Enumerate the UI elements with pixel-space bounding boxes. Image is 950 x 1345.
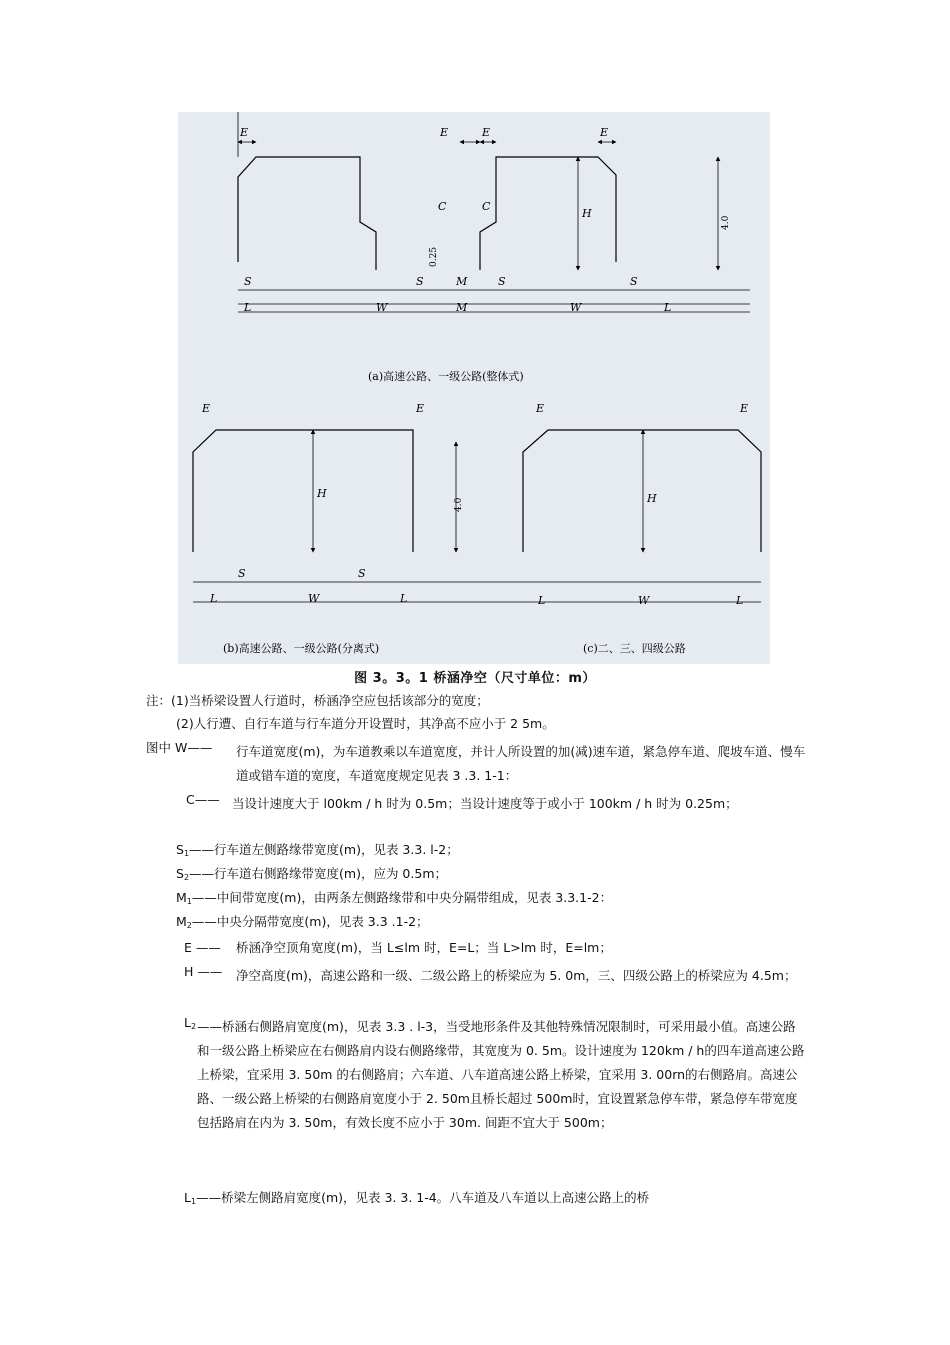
- def-W-symbol: W——: [175, 740, 213, 755]
- def-H-symbol: H ——: [184, 964, 223, 979]
- def-E-symbol: E ——: [184, 940, 221, 955]
- label-S2-b: S: [358, 567, 366, 580]
- label-L-c-right: L: [736, 594, 744, 607]
- def-S1-subscript: 1: [183, 849, 190, 858]
- def-W: [146, 740, 212, 756]
- label-E-c1: E: [536, 402, 545, 415]
- def-S2-text: ——行车道右侧路缘带宽度(m)，应为 0.5m；: [189, 866, 447, 881]
- def-S1-text: ——行车道左侧路缘带宽度(m)，见表 3.3. l-2；: [189, 842, 459, 857]
- label-E-a3: E: [482, 126, 491, 139]
- def-M1-subscript: 1: [186, 897, 192, 906]
- label-E-c2: E: [740, 402, 749, 415]
- label-025: 0.25: [429, 246, 439, 267]
- def-S2-subscript: 2: [183, 873, 190, 882]
- label-W-a-left: W: [376, 301, 388, 314]
- label-S2-a-right: S: [630, 275, 638, 288]
- def-M2-symbol: M: [176, 914, 187, 929]
- def-S1-symbol: S: [176, 842, 184, 857]
- note-label: 注：: [146, 693, 172, 708]
- def-lead: 图中: [146, 740, 172, 755]
- def-S2-symbol: S: [176, 866, 184, 881]
- def-M2: [176, 914, 429, 934]
- note-2: (2)人行遭、自行车道与行车道分开设置时，其净高不应小于 2 5m。: [176, 716, 555, 731]
- label-S2-a-left: S: [244, 275, 252, 288]
- def-M2-text: ——中央分隔带宽度(m)，见表 3.3 .1-2；: [191, 914, 429, 929]
- label-L2-a-right: L: [664, 301, 672, 314]
- label-E-a4: E: [600, 126, 609, 139]
- note-1: [146, 693, 489, 709]
- caption-b: (b)高速公路、一级公路(分离式): [223, 642, 380, 655]
- def-M1-symbol: M: [176, 890, 187, 905]
- def-S1: [176, 842, 459, 862]
- outline-a-left: [238, 157, 376, 270]
- def-L2-symbol: [184, 1015, 196, 1035]
- label-H-a: H: [582, 207, 592, 220]
- label-E-a2: E: [440, 126, 449, 139]
- def-C-text: 当设计速度大于 l00km / h 时为 0.5m；当设计速度等于或小于 100km / h 时为 0.25m；: [232, 796, 738, 811]
- label-S1-b: S: [238, 567, 246, 580]
- def-C-symbol: C——: [186, 792, 220, 807]
- label-W-b: W: [308, 592, 320, 605]
- label-40-a: 4.0: [721, 215, 731, 230]
- def-M2-subscript: 2: [186, 921, 192, 930]
- label-M1: M: [456, 301, 468, 314]
- def-M1: [176, 890, 612, 910]
- label-L1-b: L: [210, 592, 218, 605]
- label-S1-a-right: S: [498, 275, 506, 288]
- label-W-c: W: [638, 594, 650, 607]
- label-S1-a-left: S: [416, 275, 424, 288]
- clearance-diagram: [178, 112, 770, 664]
- def-L1-symbol: L: [184, 1190, 191, 1205]
- label-E-b2: E: [416, 402, 425, 415]
- clearance-figure: [178, 112, 770, 664]
- def-L1-subscript: 1: [190, 1197, 197, 1206]
- def-L2-symbol-letter: L: [184, 1015, 191, 1030]
- caption-a: (a)高速公路、一级公路(整体式): [368, 370, 524, 383]
- note-1-text: (1)当桥梁设置人行道时，桥涵净空应包括该部分的宽度；: [171, 693, 489, 708]
- label-W-a-right: W: [570, 301, 582, 314]
- label-C-right: C: [482, 200, 491, 213]
- label-H-b: H: [317, 487, 327, 500]
- caption-c: (c)二、三、四级公路: [583, 642, 686, 655]
- label-L2-b: L: [400, 592, 408, 605]
- outline-c: [523, 430, 761, 552]
- label-M2: M: [456, 275, 468, 288]
- def-W-text: 行车道宽度(m)，为车道教乘以车道宽度，并计人所设置的加(减)速车道，紧急停车道、爬坡车道、慢车道或错车道的宽度，车道宽度规定见表 3 .3. 1-1：: [236, 744, 806, 783]
- label-L-c-left: L: [538, 594, 546, 607]
- label-L2-a-left: L: [244, 301, 252, 314]
- def-S2: [176, 866, 447, 886]
- def-M1-text: ——中间带宽度(m)，由两条左侧路缘带和中央分隔带组成，见表 3.3.1-2：: [191, 890, 613, 905]
- def-E-text: 桥涵净空顶角宽度(m)，当 L≤lm 时，E=L；当 L>lm 时，E=lm；: [236, 940, 612, 955]
- label-40-b: 4.0: [454, 497, 464, 512]
- label-E-b1: E: [202, 402, 211, 415]
- label-H-c: H: [647, 492, 657, 505]
- outline-b-left: [193, 430, 413, 552]
- def-L2-text: ——桥涵右侧路肩宽度(m)，见表 3.3 . l-3，当受地形条件及其他特殊情况限制时，可采用最小值。高速公路和一级公路上桥梁应在右侧路肩内设右侧路缘带，其宽度为 0. 5m。设计速度为 120km / h的四车道高速公路上桥梁，宜采用 3. 50m 的右侧路肩；六车道、八车道高速公路上桥梁，宜采用 3. 00rn的右侧路肩。高速公路、一级公路上桥梁的右侧路肩宽度小于 2. 50m且桥长超过 500m时，宜设置紧急停车带，紧急停车带宽度包括路肩在内为 3. 50m，有效长度不应小于 30m. 间距不宜大于 500m；: [197, 1019, 805, 1130]
- def-L1-text: ——桥梁左侧路肩宽度(m)，见表 3. 3. 1-4。八车道及八车道以上高速公路上的桥: [196, 1190, 650, 1205]
- label-E-a1: E: [240, 126, 249, 139]
- outline-a-right: [480, 157, 616, 270]
- def-H-text: 净空高度(m)，高速公路和一级、二级公路上的桥梁应为 5. 0m，三、四级公路上的桥梁应为 4.5m；: [236, 968, 797, 983]
- def-L1: [184, 1190, 649, 1210]
- def-L2-subscript: 2: [190, 1022, 197, 1031]
- label-C-left: C: [438, 200, 447, 213]
- figure-title: 图 3。3。1 桥涵净空（尺寸单位：m）: [354, 671, 596, 686]
